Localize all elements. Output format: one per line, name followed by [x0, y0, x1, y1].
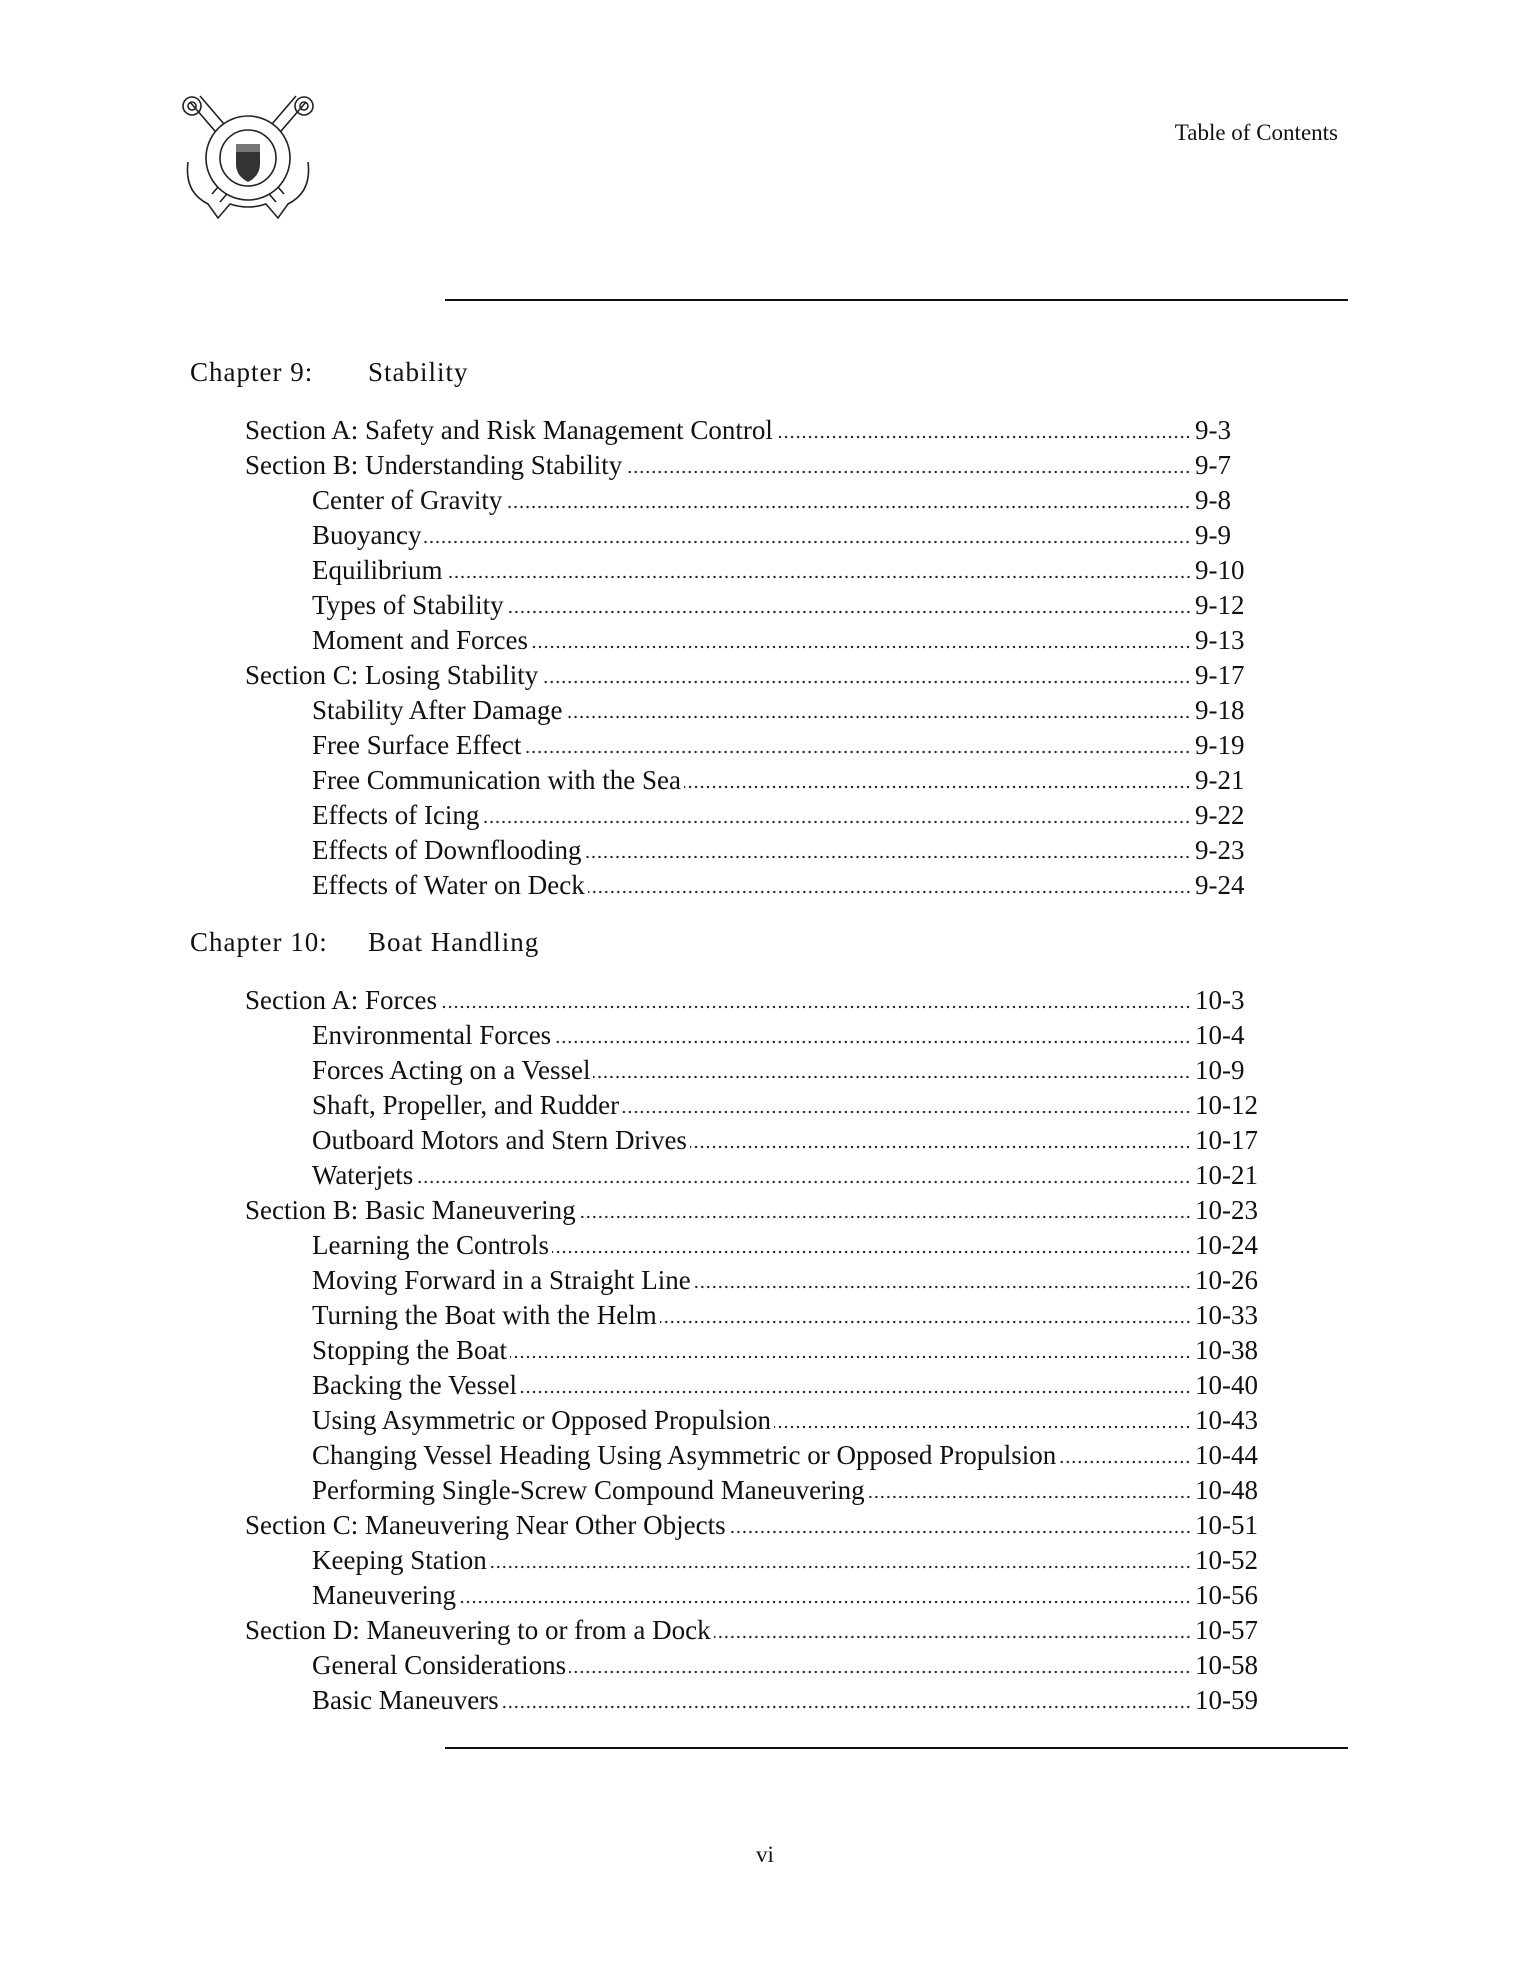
toc-entry[interactable] [245, 1403, 1265, 1438]
dot-leader [510, 1355, 1191, 1359]
toc-entry[interactable] [245, 1298, 1265, 1333]
toc-entry[interactable] [245, 1228, 1265, 1263]
toc-entry-label: Effects of Icing [312, 800, 480, 830]
dot-leader [593, 1075, 1191, 1079]
toc-entry-label: Free Communication with the Sea [312, 765, 681, 795]
chapter-heading [190, 355, 469, 390]
toc-entry[interactable] [245, 483, 1265, 518]
dot-leader [588, 890, 1191, 894]
dot-leader [520, 1390, 1191, 1394]
toc-entry-page: 9-22 [1195, 800, 1245, 830]
dot-leader [552, 1250, 1191, 1254]
toc-entry-label: Moving Forward in a Straight Line [312, 1265, 691, 1295]
toc-entry[interactable] [245, 763, 1265, 798]
toc-entry[interactable] [245, 1193, 1265, 1228]
dot-leader [584, 855, 1191, 859]
toc-entry-label: Stopping the Boat [312, 1335, 507, 1365]
toc-entry[interactable] [245, 1578, 1265, 1613]
toc-entry-page: 9-3 [1195, 415, 1231, 445]
toc-entry[interactable] [245, 1438, 1265, 1473]
toc-entry-label: Section C: Losing Stability [245, 660, 539, 690]
toc-entry-page: 10-21 [1195, 1160, 1258, 1190]
header-title: Table of Contents [1174, 120, 1338, 145]
toc-entry-page: 10-58 [1195, 1650, 1258, 1680]
toc-entry-page: 9-10 [1195, 555, 1245, 585]
dot-leader [531, 645, 1191, 649]
toc-entry-label: Keeping Station [312, 1545, 487, 1575]
dot-leader [625, 470, 1191, 474]
toc-entry[interactable] [245, 1018, 1265, 1053]
toc-entry-page: 10-26 [1195, 1265, 1258, 1295]
toc-entry-page: 10-9 [1195, 1055, 1245, 1085]
toc-entry-label: Section D: Maneuvering to or from a Dock [245, 1615, 711, 1645]
toc-entry-label: Forces Acting on a Vessel [312, 1055, 591, 1085]
toc-entry-label: Center of Gravity [312, 485, 503, 515]
toc-entry[interactable] [245, 1333, 1265, 1368]
dot-leader [440, 1005, 1191, 1009]
toc-entry-page: 10-38 [1195, 1335, 1258, 1365]
toc-entry[interactable] [245, 553, 1265, 588]
toc-entry-page: 10-24 [1195, 1230, 1258, 1260]
toc-entry[interactable] [245, 448, 1265, 483]
dot-leader [694, 1285, 1191, 1289]
dot-leader [622, 1110, 1191, 1114]
dot-leader [579, 1215, 1191, 1219]
dot-leader [482, 820, 1191, 824]
page-number: vi [756, 1842, 774, 1867]
toc-entry[interactable] [245, 1508, 1265, 1543]
toc-entry-label: Maneuvering [312, 1580, 456, 1610]
top-divider [445, 299, 1348, 301]
toc-entry-page: 10-51 [1195, 1510, 1258, 1540]
toc-entry[interactable] [245, 1158, 1265, 1193]
toc-entry-page: 9-24 [1195, 870, 1245, 900]
toc-entry[interactable] [245, 1053, 1265, 1088]
toc-entry-label: Waterjets [312, 1160, 414, 1190]
toc-entry-label: Basic Maneuvers [312, 1685, 499, 1715]
dot-leader [541, 680, 1191, 684]
chapter-title: Stability [368, 357, 469, 387]
toc-entry-label: Turning the Boat with the Helm [312, 1300, 657, 1330]
toc-entry[interactable] [245, 693, 1265, 728]
toc-entry-page: 10-56 [1195, 1580, 1258, 1610]
toc-entry-page: 9-23 [1195, 835, 1245, 865]
toc-entry[interactable] [245, 1648, 1265, 1683]
toc-entry-label: Effects of Downflooding [312, 835, 582, 865]
toc-entry-label: Types of Stability [312, 590, 504, 620]
toc-entry-label: Section A: Forces [245, 985, 437, 1015]
toc-entry-label: Section A: Safety and Risk Management Control [245, 415, 773, 445]
dot-leader [524, 750, 1191, 754]
chapter-9-entries [245, 413, 1265, 903]
toc-entry-page: 9-13 [1195, 625, 1245, 655]
toc-entry[interactable] [245, 518, 1265, 553]
toc-entry-label: Free Surface Effect [312, 730, 522, 760]
dot-leader [690, 1145, 1191, 1149]
dot-leader [507, 610, 1191, 614]
toc-entry[interactable] [245, 1683, 1265, 1718]
toc-entry-label: Outboard Motors and Stern Drives [312, 1125, 687, 1155]
toc-entry[interactable] [245, 1543, 1265, 1578]
dot-leader [684, 785, 1191, 789]
toc-entry[interactable] [245, 798, 1265, 833]
toc-entry-page: 10-52 [1195, 1545, 1258, 1575]
toc-entry-page: 9-18 [1195, 695, 1245, 725]
chapter-number: Chapter 10: [190, 927, 328, 957]
chapter-title: Boat Handling [368, 927, 540, 957]
toc-entry[interactable] [245, 833, 1265, 868]
dot-leader [554, 1040, 1191, 1044]
dot-leader [776, 435, 1191, 439]
toc-entry-page: 10-23 [1195, 1195, 1258, 1225]
toc-entry-page: 10-12 [1195, 1090, 1258, 1120]
dot-leader [446, 575, 1192, 579]
toc-entry[interactable] [245, 1123, 1265, 1158]
toc-entry[interactable] [245, 983, 1265, 1018]
chapter-heading [190, 925, 539, 960]
toc-entry-page: 10-59 [1195, 1685, 1258, 1715]
toc-entry[interactable] [245, 868, 1265, 903]
toc-entry[interactable] [245, 1088, 1265, 1123]
toc-entry-page: 9-8 [1195, 485, 1231, 515]
toc-entry-label: Backing the Vessel [312, 1370, 517, 1400]
toc-entry[interactable] [245, 413, 1265, 448]
toc-entry-page: 10-33 [1195, 1300, 1258, 1330]
toc-entry-label: Changing Vessel Heading Using Asymmetric or Opposed Propulsion [312, 1440, 1057, 1470]
toc-entry-label: Effects of Water on Deck [312, 870, 585, 900]
toc-entry-label: Buoyancy [312, 520, 422, 550]
dot-leader [729, 1530, 1191, 1534]
toc-entry-label: Section B: Basic Maneuvering [245, 1195, 576, 1225]
toc-entry-label: Using Asymmetric or Opposed Propulsion [312, 1405, 771, 1435]
toc-entry-label: Section C: Maneuvering Near Other Objects [245, 1510, 726, 1540]
dot-leader [502, 1705, 1191, 1709]
toc-entry-page: 10-17 [1195, 1125, 1258, 1155]
toc-entry[interactable] [245, 1263, 1265, 1298]
toc-entry-label: Equilibrium [312, 555, 443, 585]
toc-entry[interactable] [245, 588, 1265, 623]
dot-leader [505, 505, 1191, 509]
toc-entry-label: Shaft, Propeller, and Rudder [312, 1090, 620, 1120]
dot-leader [868, 1495, 1191, 1499]
toc-entry-page: 10-44 [1195, 1440, 1258, 1470]
dot-leader [459, 1600, 1191, 1604]
toc-entry-page: 10-40 [1195, 1370, 1258, 1400]
dot-leader [565, 715, 1191, 719]
toc-entry-page: 9-12 [1195, 590, 1245, 620]
dot-leader [714, 1635, 1191, 1639]
toc-entry-page: 9-9 [1195, 520, 1231, 550]
dot-leader [660, 1320, 1191, 1324]
dot-leader [416, 1180, 1191, 1184]
toc-entry-page: 9-19 [1195, 730, 1245, 760]
toc-entry[interactable] [245, 1368, 1265, 1403]
toc-entry-page: 10-3 [1195, 985, 1245, 1015]
toc-entry-label: Learning the Controls [312, 1230, 549, 1260]
toc-entry[interactable] [245, 1613, 1265, 1648]
toc-entry-page: 9-17 [1195, 660, 1245, 690]
coast-guard-emblem-logo [178, 92, 318, 224]
toc-entry-page: 10-43 [1195, 1405, 1258, 1435]
toc-entry-page: 10-48 [1195, 1475, 1258, 1505]
toc-entry[interactable] [245, 658, 1265, 693]
toc-entry-page: 10-57 [1195, 1615, 1258, 1645]
toc-entry-page: 10-4 [1195, 1020, 1245, 1050]
dot-leader [774, 1425, 1191, 1429]
dot-leader [569, 1670, 1191, 1674]
toc-entry-label: Stability After Damage [312, 695, 563, 725]
dot-leader [1059, 1460, 1191, 1464]
toc-entry-page: 9-7 [1195, 450, 1231, 480]
chapter-10-entries [245, 983, 1265, 1718]
toc-entry-label: Section B: Understanding Stability [245, 450, 623, 480]
toc-entry-label: General Considerations [312, 1650, 567, 1680]
dot-leader [490, 1565, 1191, 1569]
toc-entry[interactable] [245, 1473, 1265, 1508]
toc-entry-label: Performing Single-Screw Compound Maneuvering [312, 1475, 865, 1505]
toc-entry[interactable] [245, 623, 1265, 658]
chapter-number: Chapter 9: [190, 357, 314, 387]
toc-entry-label: Environmental Forces [312, 1020, 552, 1050]
toc-entry[interactable] [245, 728, 1265, 763]
toc-entry-page: 9-21 [1195, 765, 1245, 795]
bottom-divider [445, 1747, 1348, 1749]
toc-entry-label: Moment and Forces [312, 625, 528, 655]
dot-leader [424, 540, 1191, 544]
